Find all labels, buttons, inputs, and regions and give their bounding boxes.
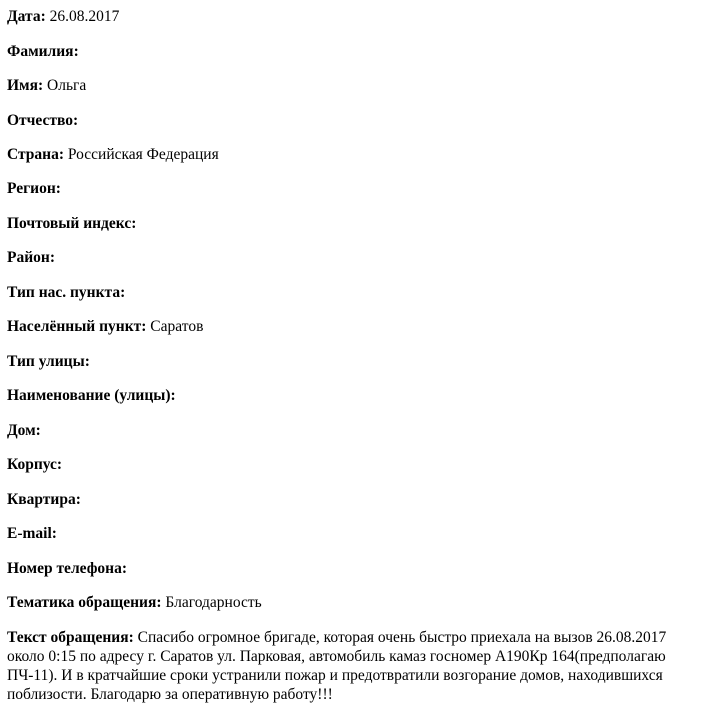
field-subject-label: Тематика обращения:	[7, 594, 162, 611]
field-settlement-label: Населённый пункт:	[7, 318, 147, 335]
field-first-name-value: Ольга	[43, 77, 87, 94]
field-building-label: Корпус:	[7, 456, 63, 473]
field-email-label: E-mail:	[7, 525, 57, 542]
field-last-name	[7, 42, 695, 61]
field-district-label: Район:	[7, 249, 55, 266]
field-first-name-label: Имя:	[7, 77, 44, 94]
field-date-value: 26.08.2017	[45, 8, 120, 25]
field-region-label: Регион:	[7, 180, 61, 197]
field-street-name-label: Наименование (улицы):	[7, 387, 176, 404]
field-phone	[7, 559, 695, 578]
field-country	[7, 145, 695, 164]
field-settlement	[7, 317, 695, 336]
field-apartment	[7, 490, 695, 509]
field-patronymic-label: Отчество:	[7, 112, 79, 129]
field-settlement-type-label: Тип нас. пункта:	[7, 284, 126, 301]
field-date	[7, 7, 695, 26]
field-district	[7, 248, 695, 267]
field-street-type	[7, 352, 695, 371]
field-subject	[7, 593, 695, 612]
field-building	[7, 455, 695, 474]
field-region	[7, 179, 695, 198]
field-house-label: Дом:	[7, 422, 41, 439]
field-postal-code-label: Почтовый индекс:	[7, 215, 137, 232]
field-street-type-label: Тип улицы:	[7, 353, 90, 370]
field-email	[7, 524, 695, 543]
field-apartment-label: Квартира:	[7, 491, 81, 508]
field-postal-code	[7, 214, 695, 233]
field-house	[7, 421, 695, 440]
field-subject-value: Благодарность	[161, 594, 262, 611]
field-street-name	[7, 386, 695, 405]
field-appeal-text-value: Спасибо огромное бригаде, которая очень быстро приехала на вызов 26.08.2017 около 0:15 по адресу г. Саратов ул. Парковая, автомобиль камаз госномер А190Кр 164(предполагаю ПЧ-11). И в кратчайшие сроки устранили пожар и предотвратили возгорание домов, находившихся поблизости. Благодарю за оперативную работу!!!	[7, 629, 667, 703]
field-patronymic	[7, 111, 695, 130]
field-last-name-label: Фамилия:	[7, 43, 79, 60]
field-first-name	[7, 76, 695, 95]
field-appeal-text-label: Текст обращения:	[7, 629, 134, 646]
field-phone-label: Номер телефона:	[7, 560, 128, 577]
field-date-label: Дата:	[7, 8, 46, 25]
field-settlement-type	[7, 283, 695, 302]
field-country-value: Российская Федерация	[64, 146, 219, 163]
field-country-label: Страна:	[7, 146, 65, 163]
field-appeal-text	[7, 628, 695, 704]
field-settlement-value: Саратов	[146, 318, 204, 335]
